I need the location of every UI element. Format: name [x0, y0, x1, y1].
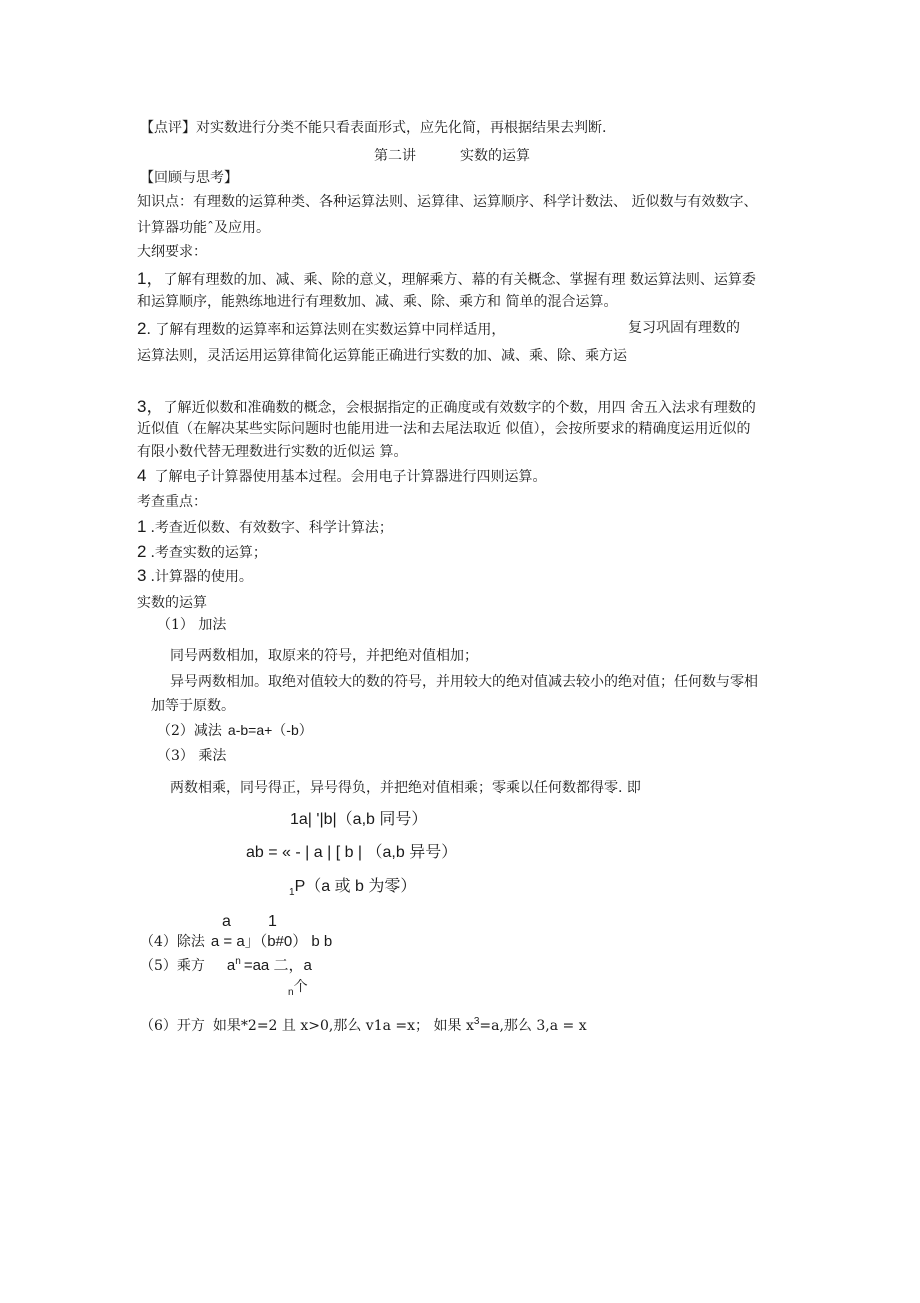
outline-item-2-line-1	[137, 320, 505, 337]
multiplication-case-zero-text: P（a 或 b 为零）	[294, 878, 417, 895]
multiplication-case-zero	[289, 878, 417, 898]
power-underbrace-label	[288, 979, 308, 998]
root-superscript: 3	[473, 1016, 480, 1027]
multiplication-case-zero-subscript: 1	[289, 887, 295, 898]
division-line	[140, 934, 332, 949]
addition-label: （1） 加法	[157, 617, 227, 633]
subtraction-formula: a-b=a+（-b）	[227, 722, 313, 738]
addition-rule-2-line-1: 异号两数相加。取绝对值较大的数的符号，并用较大的绝对值减去较小的绝对值；任何数与零相	[170, 674, 758, 690]
power-formula: =aa 二，a	[243, 957, 312, 974]
multiplication-rule: 两数相乘，同号得正，异号得负，并把绝对值相乘；零乘以任何数都得零. 即	[170, 780, 641, 796]
lecture-number: 第二讲	[374, 148, 416, 164]
outline-item-1-number: 1，	[137, 269, 164, 288]
multiplication-case-different-sign: ab = « - | a | [ b | （a,b 异号）	[246, 844, 458, 861]
focus-item-2	[137, 543, 267, 560]
knowledge-line-2: 计算器功能ˆ及应用。	[137, 220, 270, 236]
operations-title: 实数的运算	[137, 595, 207, 611]
focus-item-1-number: 1	[137, 517, 147, 536]
root-label: （6）开方	[140, 1018, 205, 1034]
outline-item-4	[137, 467, 546, 484]
outline-item-2-right-text: 复习巩固有理数的	[628, 320, 740, 336]
focus-item-1-text: .考查近似数、有效数字、科学计算法；	[150, 520, 393, 536]
review-label: 【回顾与思考】	[140, 170, 238, 186]
outline-label: 大纲要求：	[137, 244, 207, 260]
power-underbrace-text: 个	[293, 979, 308, 995]
root-text-2: =a,那么 3,a = x	[479, 1018, 587, 1034]
power-exponent: n	[235, 956, 241, 967]
focus-item-1	[137, 518, 393, 535]
focus-item-3	[137, 567, 253, 584]
outline-item-3-number: 3，	[137, 397, 164, 416]
outline-item-3-text: 了解近似数和准确数的概念，会根据指定的正确度或有效数字的个数，用四 舍五入法求有理数的	[163, 400, 756, 416]
subtraction-label: （2）减法	[157, 723, 222, 739]
outline-item-2-text: . 了解有理数的运算率和运算法则在实数运算中同样适用，	[146, 322, 506, 338]
section-heading	[374, 149, 530, 163]
multiplication-case-same-sign: 1a| '|b|（a,b 同号）	[290, 811, 428, 828]
power-underbrace-subscript: n	[288, 987, 294, 998]
comment-line	[140, 121, 606, 135]
outline-item-1-line-2: 和运算顺序，能熟练地进行有理数加、减、乘、除、乘方和 简单的混合运算。	[137, 294, 618, 310]
division-formula: a = a」（b#0） b b	[210, 933, 333, 950]
section-title: 实数的运算	[460, 148, 530, 164]
focus-item-3-number: 3	[137, 566, 147, 585]
division-numerator-a: a	[222, 913, 231, 930]
power-line	[140, 958, 312, 973]
focus-item-3-text: .计算器的使用。	[150, 569, 253, 585]
outline-item-2-line-2: 运算法则，灵活运用运算律简化运算能正确进行实数的加、减、乘、除、乘方运	[137, 348, 627, 364]
root-line	[140, 1016, 587, 1034]
division-label: （4）除法	[140, 934, 205, 950]
subtraction-line	[157, 723, 313, 738]
comment-label: 【点评】	[140, 120, 196, 136]
division-numerator-1: 1	[268, 913, 277, 930]
outline-item-4-text: 了解电子计算器使用基本过程。会用电子计算器进行四则运算。	[154, 469, 547, 485]
knowledge-line-1: 知识点：有理数的运算种类、各种运算法则、运算律、运算顺序、科学计数法、 近似数与有效数字、	[137, 194, 758, 210]
focus-item-2-text: .考查实数的运算；	[150, 545, 267, 561]
root-text-1: 如果*2=2 且 x>0,那么 v1a =x； 如果 x	[212, 1018, 474, 1034]
addition-rule-1: 同号两数相加，取原来的符号，并把绝对值相加；	[170, 648, 478, 664]
power-label: （5）乘方	[140, 958, 205, 974]
outline-item-4-number: 4	[137, 466, 147, 485]
outline-item-1-line-1	[137, 270, 756, 287]
outline-item-3-line-2: 近似值（在解决某些实际问题时也能用进一法和去尾法取近 似值），会按所要求的精确度运用近似的	[137, 421, 751, 437]
multiplication-label: （3） 乘法	[157, 748, 227, 764]
addition-rule-2-line-2: 加等于原数。	[151, 698, 235, 714]
outline-item-1-text: 了解有理数的加、减、乘、除的意义，理解乘方、幕的有关概念、掌握有理 数运算法则、运算委	[163, 272, 756, 288]
power-base: a	[226, 957, 236, 974]
focus-item-2-number: 2	[137, 542, 147, 561]
outline-item-3-line-3: 有限小数代替无理数进行实数的近似运 算。	[137, 444, 408, 460]
focus-label: 考查重点：	[137, 494, 207, 510]
comment-text: 对实数进行分类不能只看表面形式，应先化简，再根据结果去判断.	[196, 120, 607, 136]
outline-item-2-number: 2	[137, 319, 147, 338]
outline-item-3-line-1	[137, 398, 756, 415]
